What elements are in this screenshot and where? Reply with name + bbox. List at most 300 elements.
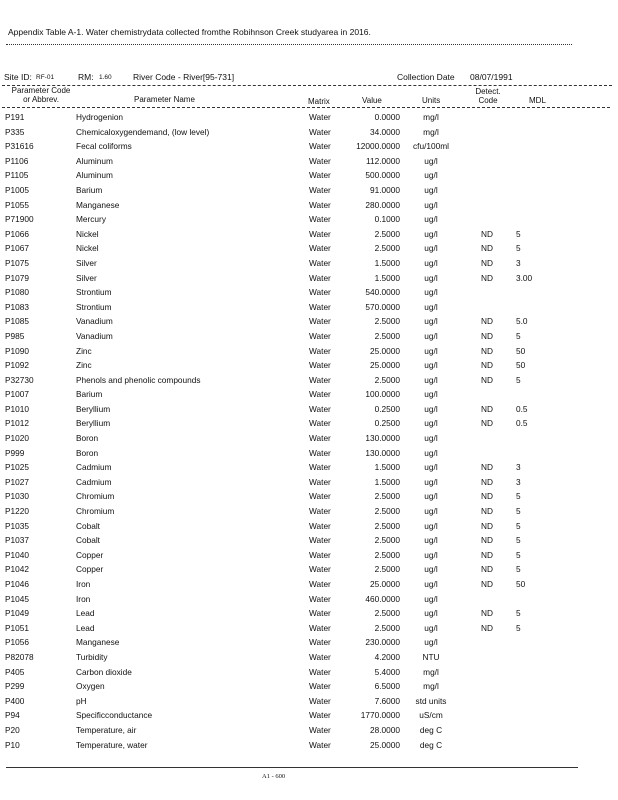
parameter-code-cell: P32730	[5, 374, 34, 385]
river-code: River Code - River[95-731]	[133, 72, 235, 82]
detect-code-cell: ND	[481, 360, 493, 371]
parameter-name-cell: Strontium	[76, 301, 112, 312]
value-cell: 2.5000	[374, 228, 400, 239]
parameter-name-cell: Chromium	[76, 491, 115, 502]
matrix-cell: Water	[309, 155, 331, 166]
parameter-code-cell: P1066	[5, 228, 29, 239]
units-cell: std units	[415, 695, 447, 706]
detect-code-cell: ND	[481, 316, 493, 327]
units-cell: ug/l	[424, 637, 438, 648]
value-cell: 2.5000	[374, 330, 400, 341]
units-cell: ug/l	[424, 462, 438, 473]
parameter-code-cell: P335	[5, 126, 25, 137]
parameter-code-cell: P1079	[5, 272, 29, 283]
matrix-cell: Water	[309, 184, 331, 195]
table-row	[0, 431, 618, 446]
parameter-code-cell: P1083	[5, 301, 29, 312]
parameter-code-cell: P1042	[5, 564, 29, 575]
detect-code-cell: ND	[481, 506, 493, 517]
parameter-name-cell: Beryllium	[76, 418, 111, 429]
parameter-code-cell: P1040	[5, 549, 29, 560]
parameter-name-cell: Strontium	[76, 287, 112, 298]
matrix-cell: Water	[309, 345, 331, 356]
parameter-code-cell: P1005	[5, 184, 29, 195]
table-row	[0, 125, 618, 140]
value-cell: 2.5000	[374, 564, 400, 575]
parameter-name-cell: Barium	[76, 184, 103, 195]
table-row	[0, 241, 618, 256]
parameter-code-cell: P400	[5, 695, 25, 706]
matrix-cell: Water	[309, 579, 331, 589]
matrix-cell: Water	[309, 681, 331, 692]
detect-code-cell: ND	[481, 243, 493, 254]
units-cell: ug/l	[424, 228, 438, 239]
matrix-cell: Water	[309, 199, 331, 210]
matrix-cell: Water	[309, 462, 331, 473]
parameter-name-cell: Turbidity	[76, 651, 108, 662]
header-detect-line2: Code	[478, 96, 498, 105]
units-cell: ug/l	[424, 257, 438, 268]
detect-code-cell: ND	[481, 491, 493, 502]
matrix-cell: Water	[309, 126, 331, 137]
mdl-cell: 5	[516, 506, 521, 517]
table-row	[0, 314, 618, 329]
value-cell: 1.5000	[374, 462, 400, 473]
units-cell: ug/l	[424, 433, 438, 444]
units-cell: ug/l	[424, 549, 438, 560]
mdl-cell: 5	[516, 228, 521, 239]
value-cell: 2.5000	[374, 243, 400, 254]
table-row	[0, 373, 618, 388]
detect-code-cell: ND	[481, 374, 493, 385]
parameter-name-cell: Lead	[76, 608, 95, 619]
parameter-code-cell: P1080	[5, 287, 29, 298]
matrix-cell: Water	[309, 374, 331, 385]
table-row	[0, 665, 618, 680]
table-title: Appendix Table A-1. Water chemistrydata collected fromthe Robihnson Creek studyarea in 2016.	[8, 27, 371, 37]
table-row	[0, 344, 618, 359]
rm-label: RM:	[78, 72, 94, 82]
mdl-cell: 5	[516, 374, 521, 385]
table-row	[0, 285, 618, 300]
value-cell: 4.2000	[374, 651, 400, 662]
value-cell: 5.4000	[374, 666, 400, 677]
parameter-code-cell: P1051	[5, 622, 29, 633]
parameter-code-cell: P1106	[5, 155, 29, 166]
units-cell: mg/l	[423, 126, 439, 137]
parameter-name-cell: Chromium	[76, 506, 115, 517]
value-cell: 130.0000	[365, 447, 400, 458]
table-row	[0, 139, 618, 154]
parameter-code-cell: P1055	[5, 199, 29, 210]
units-cell: cfu/100ml	[413, 141, 449, 152]
value-cell: 1.5000	[374, 476, 400, 487]
units-cell: ug/l	[424, 184, 438, 195]
parameter-name-cell: Nickel	[76, 228, 99, 239]
parameter-name-cell: Zinc	[76, 360, 92, 371]
matrix-cell: Water	[309, 257, 331, 268]
header-parameter-name: Parameter Name	[134, 95, 195, 104]
value-cell: 540.0000	[365, 287, 400, 298]
matrix-cell: Water	[309, 666, 331, 677]
value-cell: 112.0000	[366, 155, 400, 166]
data-table-body	[0, 110, 618, 752]
parameter-name-cell: Barium	[76, 389, 103, 400]
parameter-code-cell: P1035	[5, 520, 29, 531]
matrix-cell: Water	[309, 243, 331, 254]
detect-code-cell: ND	[481, 535, 493, 546]
parameter-name-cell: Cadmium	[76, 462, 112, 473]
mdl-cell: 3	[516, 462, 521, 473]
parameter-name-cell: Copper	[76, 549, 104, 560]
mdl-cell: 50	[516, 360, 526, 371]
value-cell: 2.5000	[374, 520, 400, 531]
matrix-cell: Water	[309, 695, 331, 706]
parameter-code-cell: P31616	[5, 141, 34, 152]
parameter-code-cell: P20	[5, 724, 20, 735]
matrix-cell: Water	[309, 651, 331, 662]
detect-code-cell: ND	[481, 462, 493, 473]
parameter-code-cell: P1090	[5, 345, 29, 356]
value-cell: 2.5000	[374, 374, 400, 385]
mdl-cell: 3	[516, 476, 521, 487]
value-cell: 130.0000	[365, 433, 400, 444]
table-row	[0, 300, 618, 315]
parameter-code-cell: P1030	[5, 491, 29, 502]
value-cell: 25.0000	[370, 345, 400, 356]
table-row	[0, 460, 618, 475]
header-top-rule	[2, 85, 612, 86]
units-cell: mg/l	[423, 681, 439, 692]
header-mdl: MDL	[529, 96, 546, 105]
mdl-cell: 5	[516, 564, 521, 575]
collection-date-label: Collection Date	[397, 72, 455, 82]
mdl-cell: 0.5	[516, 418, 528, 429]
matrix-cell: Water	[309, 447, 331, 458]
matrix-cell: Water	[309, 316, 331, 327]
header-units: Units	[422, 96, 441, 105]
table-row	[0, 489, 618, 504]
parameter-name-cell: Iron	[76, 579, 91, 589]
parameter-name-cell: Manganese	[76, 637, 120, 648]
matrix-cell: Water	[309, 491, 331, 502]
matrix-cell: Water	[309, 506, 331, 517]
mdl-cell: 50	[516, 579, 526, 589]
matrix-cell: Water	[309, 535, 331, 546]
parameter-name-cell: Chemicaloxygendemand, (low level)	[76, 126, 210, 137]
parameter-name-cell: Cobalt	[76, 520, 100, 531]
value-cell: 2.5000	[374, 622, 400, 633]
value-cell: 0.1000	[374, 214, 400, 225]
header-bottom-rule	[2, 107, 610, 108]
parameter-name-cell: Vanadium	[76, 330, 113, 341]
units-cell: ug/l	[424, 287, 438, 298]
matrix-cell: Water	[309, 476, 331, 487]
parameter-name-cell: Boron	[76, 447, 99, 458]
matrix-cell: Water	[309, 608, 331, 619]
value-cell: 570.0000	[365, 301, 400, 312]
parameter-code-cell: P1220	[5, 506, 29, 517]
matrix-cell: Water	[309, 724, 331, 735]
detect-code-cell: ND	[481, 418, 493, 429]
value-cell: 25.0000	[370, 360, 400, 371]
value-cell: 2.5000	[374, 491, 400, 502]
footer-divider	[6, 767, 578, 768]
table-row	[0, 256, 618, 271]
table-row	[0, 271, 618, 286]
parameter-code-cell: P1075	[5, 257, 29, 268]
matrix-cell: Water	[309, 228, 331, 239]
units-cell: ug/l	[424, 155, 438, 166]
units-cell: ug/l	[424, 301, 438, 312]
units-cell: ug/l	[424, 418, 438, 429]
rm-value: 1.60	[99, 74, 112, 81]
parameter-name-cell: Phenols and phenolic compounds	[76, 374, 201, 385]
units-cell: uS/cm	[419, 710, 443, 721]
parameter-code-cell: P1056	[5, 637, 29, 648]
detect-code-cell: ND	[481, 345, 493, 356]
value-cell: 2.5000	[374, 316, 400, 327]
mdl-cell: 3.00	[516, 272, 533, 283]
parameter-name-cell: Manganese	[76, 199, 120, 210]
table-row	[0, 519, 618, 534]
parameter-name-cell: Cadmium	[76, 476, 112, 487]
matrix-cell: Water	[309, 593, 331, 604]
parameter-name-cell: Mercury	[76, 214, 106, 225]
matrix-cell: Water	[309, 622, 331, 633]
header-detect-line1: Detect.	[475, 87, 501, 96]
table-row	[0, 475, 618, 490]
parameter-code-cell: P985	[5, 330, 25, 341]
parameter-code-cell: P1027	[5, 476, 29, 487]
units-cell: ug/l	[424, 389, 438, 400]
table-row	[0, 446, 618, 461]
header-detect-code	[470, 87, 506, 105]
parameter-name-cell: pH	[76, 695, 87, 706]
matrix-cell: Water	[309, 170, 331, 181]
units-cell: deg C	[419, 739, 443, 750]
units-cell: ug/l	[424, 608, 438, 619]
parameter-name-cell: Aluminum	[76, 170, 113, 181]
parameter-name-cell: Specificconductance	[76, 710, 153, 721]
value-cell: 6.5000	[374, 681, 400, 692]
units-cell: ug/l	[424, 316, 438, 327]
mdl-cell: 5	[516, 520, 521, 531]
value-cell: 500.0000	[365, 170, 400, 181]
units-cell: ug/l	[424, 403, 438, 414]
units-cell: ug/l	[424, 564, 438, 575]
value-cell: 12000.0000	[356, 141, 400, 152]
table-row	[0, 504, 618, 519]
table-row	[0, 635, 618, 650]
detect-code-cell: ND	[481, 608, 493, 619]
units-cell: ug/l	[424, 491, 438, 502]
units-cell: ug/l	[424, 374, 438, 385]
matrix-cell: Water	[309, 287, 331, 298]
parameter-code-cell: P1049	[5, 608, 29, 619]
units-cell: ug/l	[424, 170, 438, 181]
parameter-code-cell: P1045	[5, 593, 29, 604]
value-cell: 1770.0000	[360, 710, 400, 721]
parameter-name-cell: Boron	[76, 433, 99, 444]
parameter-code-cell: P1092	[5, 360, 29, 371]
mdl-cell: 0.5	[516, 403, 528, 414]
value-cell: 1.5000	[374, 257, 400, 268]
table-row	[0, 533, 618, 548]
header-parameter-code	[5, 86, 77, 104]
units-cell: ug/l	[424, 345, 438, 356]
units-cell: mg/l	[423, 112, 439, 122]
units-cell: mg/l	[423, 666, 439, 677]
units-cell: NTU	[422, 651, 440, 662]
table-row	[0, 562, 618, 577]
table-row	[0, 168, 618, 183]
table-row	[0, 694, 618, 709]
matrix-cell: Water	[309, 564, 331, 575]
detect-code-cell: ND	[481, 228, 493, 239]
matrix-cell: Water	[309, 549, 331, 560]
table-row	[0, 198, 618, 213]
detect-code-cell: ND	[481, 330, 493, 341]
mdl-cell: 5	[516, 608, 521, 619]
matrix-cell: Water	[309, 637, 331, 648]
table-row	[0, 577, 618, 592]
matrix-cell: Water	[309, 141, 331, 152]
table-row	[0, 548, 618, 563]
parameter-name-cell: Hydrogenion	[76, 112, 124, 122]
parameter-name-cell: Temperature, water	[76, 739, 148, 750]
site-id-label: Site ID:	[4, 72, 32, 82]
value-cell: 460.0000	[365, 593, 400, 604]
units-cell: ug/l	[424, 447, 438, 458]
matrix-cell: Water	[309, 112, 331, 122]
table-row	[0, 402, 618, 417]
matrix-cell: Water	[309, 389, 331, 400]
parameter-name-cell: Cobalt	[76, 535, 100, 546]
value-cell: 0.0000	[374, 112, 400, 122]
units-cell: ug/l	[424, 243, 438, 254]
parameter-name-cell: Silver	[76, 272, 97, 283]
table-row	[0, 329, 618, 344]
matrix-cell: Water	[309, 710, 331, 721]
parameter-code-cell: P1105	[5, 170, 29, 181]
parameter-code-cell: P1012	[5, 418, 29, 429]
units-cell: ug/l	[424, 593, 438, 604]
units-cell: ug/l	[424, 330, 438, 341]
value-cell: 7.6000	[374, 695, 400, 706]
page-number: A1 - 600	[262, 773, 286, 780]
parameter-name-cell: Silver	[76, 257, 97, 268]
parameter-name-cell: Vanadium	[76, 316, 113, 327]
units-cell: ug/l	[424, 272, 438, 283]
parameter-code-cell: P1085	[5, 316, 29, 327]
detect-code-cell: ND	[481, 564, 493, 575]
table-row	[0, 650, 618, 665]
table-row	[0, 738, 618, 753]
value-cell: 0.2500	[374, 403, 400, 414]
matrix-cell: Water	[309, 433, 331, 444]
title-divider	[6, 44, 572, 45]
parameter-code-cell: P82078	[5, 651, 34, 662]
detect-code-cell: ND	[481, 579, 493, 589]
detect-code-cell: ND	[481, 403, 493, 414]
table-row	[0, 621, 618, 636]
table-row	[0, 416, 618, 431]
table-row	[0, 154, 618, 169]
matrix-cell: Water	[309, 301, 331, 312]
parameter-code-cell: P1067	[5, 243, 29, 254]
matrix-cell: Water	[309, 330, 331, 341]
detect-code-cell: ND	[481, 549, 493, 560]
matrix-cell: Water	[309, 360, 331, 371]
parameter-name-cell: Iron	[76, 593, 91, 604]
parameter-code-cell: P299	[5, 681, 25, 692]
detect-code-cell: ND	[481, 272, 493, 283]
mdl-cell: 5	[516, 491, 521, 502]
units-cell: ug/l	[424, 506, 438, 517]
value-cell: 230.0000	[365, 637, 400, 648]
parameter-code-cell: P1020	[5, 433, 29, 444]
parameter-code-cell: P1007	[5, 389, 29, 400]
value-cell: 34.0000	[370, 126, 400, 137]
units-cell: ug/l	[424, 520, 438, 531]
header-parameter-code-line1: Parameter Code	[11, 86, 71, 95]
table-row	[0, 212, 618, 227]
value-cell: 2.5000	[374, 549, 400, 560]
mdl-cell: 5	[516, 535, 521, 546]
header-parameter-code-line2: or Abbrev.	[23, 95, 59, 104]
units-cell: ug/l	[424, 214, 438, 225]
matrix-cell: Water	[309, 520, 331, 531]
parameter-code-cell: P405	[5, 666, 25, 677]
units-cell: ug/l	[424, 199, 438, 210]
matrix-cell: Water	[309, 403, 331, 414]
value-cell: 25.0000	[370, 579, 400, 589]
parameter-code-cell: P1037	[5, 535, 29, 546]
header-value: Value	[362, 96, 382, 105]
detect-code-cell: ND	[481, 520, 493, 531]
parameter-name-cell: Carbon dioxide	[76, 666, 132, 677]
parameter-name-cell: Lead	[76, 622, 95, 633]
table-row	[0, 723, 618, 738]
units-cell: ug/l	[424, 476, 438, 487]
matrix-cell: Water	[309, 214, 331, 225]
header-matrix: Matrix	[308, 97, 330, 106]
value-cell: 2.5000	[374, 535, 400, 546]
table-row	[0, 110, 618, 125]
parameter-code-cell: P94	[5, 710, 20, 721]
table-row	[0, 358, 618, 373]
mdl-cell: 50	[516, 345, 526, 356]
value-cell: 2.5000	[374, 506, 400, 517]
detect-code-cell: ND	[481, 476, 493, 487]
table-row	[0, 387, 618, 402]
parameter-name-cell: Copper	[76, 564, 104, 575]
value-cell: 28.0000	[370, 724, 400, 735]
table-row	[0, 227, 618, 242]
parameter-code-cell: P10	[5, 739, 20, 750]
table-row	[0, 592, 618, 607]
table-row	[0, 679, 618, 694]
mdl-cell: 5	[516, 622, 521, 633]
table-row	[0, 183, 618, 198]
matrix-cell: Water	[309, 272, 331, 283]
units-cell: ug/l	[424, 622, 438, 633]
collection-date-value: 08/07/1991	[470, 72, 513, 82]
mdl-cell: 3	[516, 257, 521, 268]
parameter-name-cell: Oxygen	[76, 681, 105, 692]
value-cell: 1.5000	[374, 272, 400, 283]
